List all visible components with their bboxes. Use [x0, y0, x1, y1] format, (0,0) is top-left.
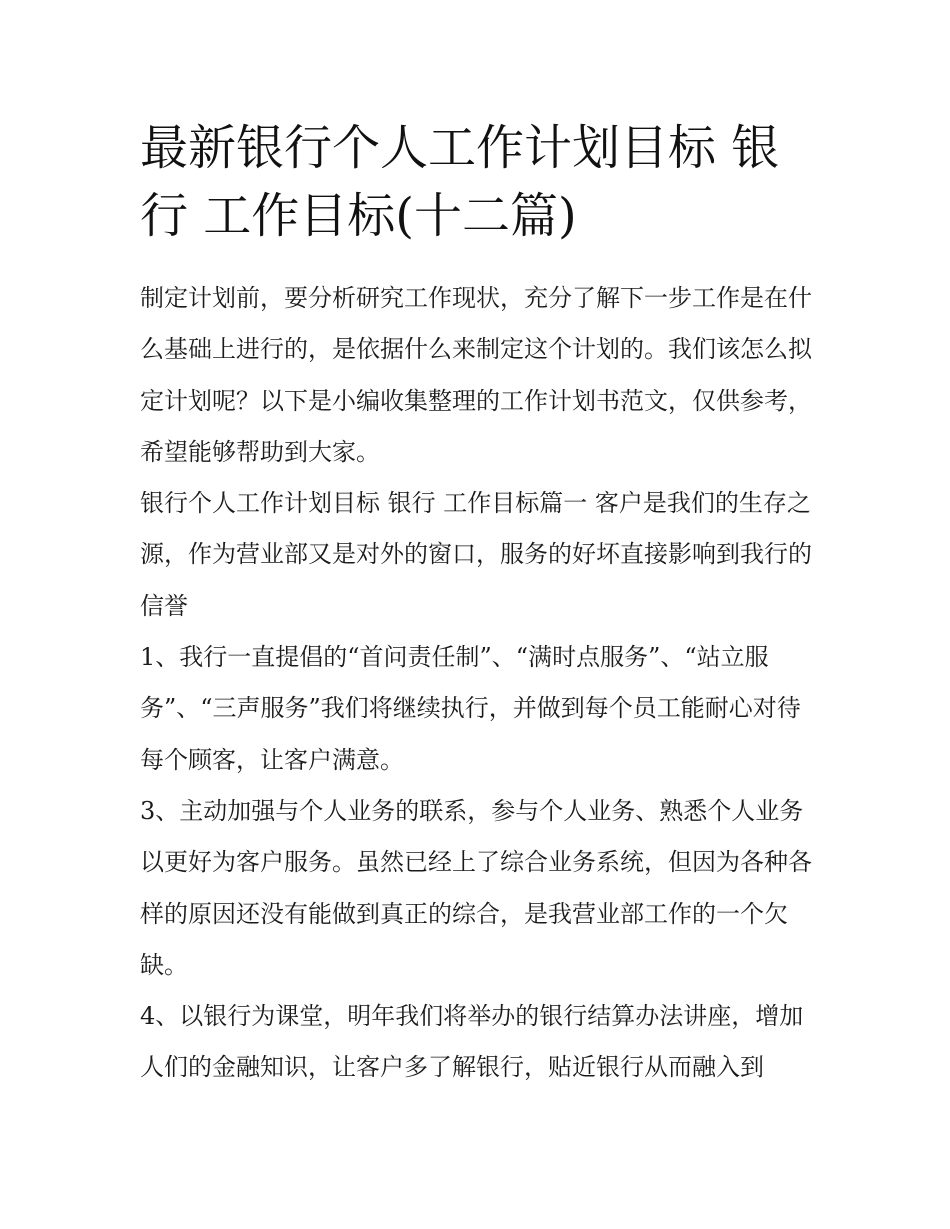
document-body	[140, 273, 820, 1094]
paragraph-section-1: 银行个人工作计划目标 银行 工作目标篇一 客户是我们的生存之源，作为营业部又是对外的窗口，服务的好坏直接影响到我行的信誉	[140, 489, 812, 620]
document-title: 最新银行个人工作计划目标 银行 工作目标(十二篇)	[140, 120, 780, 244]
paragraph-item-1: 1、我行一直提倡的“首问责任制”、“满时点服务”、“站立服务”、“三声服务”我们将继续执行，并做到每个员工能耐心对待每个顾客，让客户满意。	[140, 643, 801, 774]
paragraph-item-4: 4、以银行为课堂，明年我们将举办的银行结算办法讲座，增加人们的金融知识，让客户多了解银行，贴近银行从而融入到	[140, 1002, 804, 1082]
paragraph-intro: 制定计划前，要分析研究工作现状，充分了解下一步工作是在什么基础上进行的，是依据什么来制定这个计划的。我们该怎么拟定计划呢？以下是小编收集整理的工作计划书范文，仅供参考，希望能够帮助到大家。	[140, 284, 812, 466]
paragraph-item-3: 3、主动加强与个人业务的联系，参与个人业务、熟悉个人业务以更好为客户服务。虽然已经上了综合业务系统，但因为各种各样的原因还没有能做到真正的综合，是我营业部工作的一个欠缺。	[140, 796, 812, 979]
